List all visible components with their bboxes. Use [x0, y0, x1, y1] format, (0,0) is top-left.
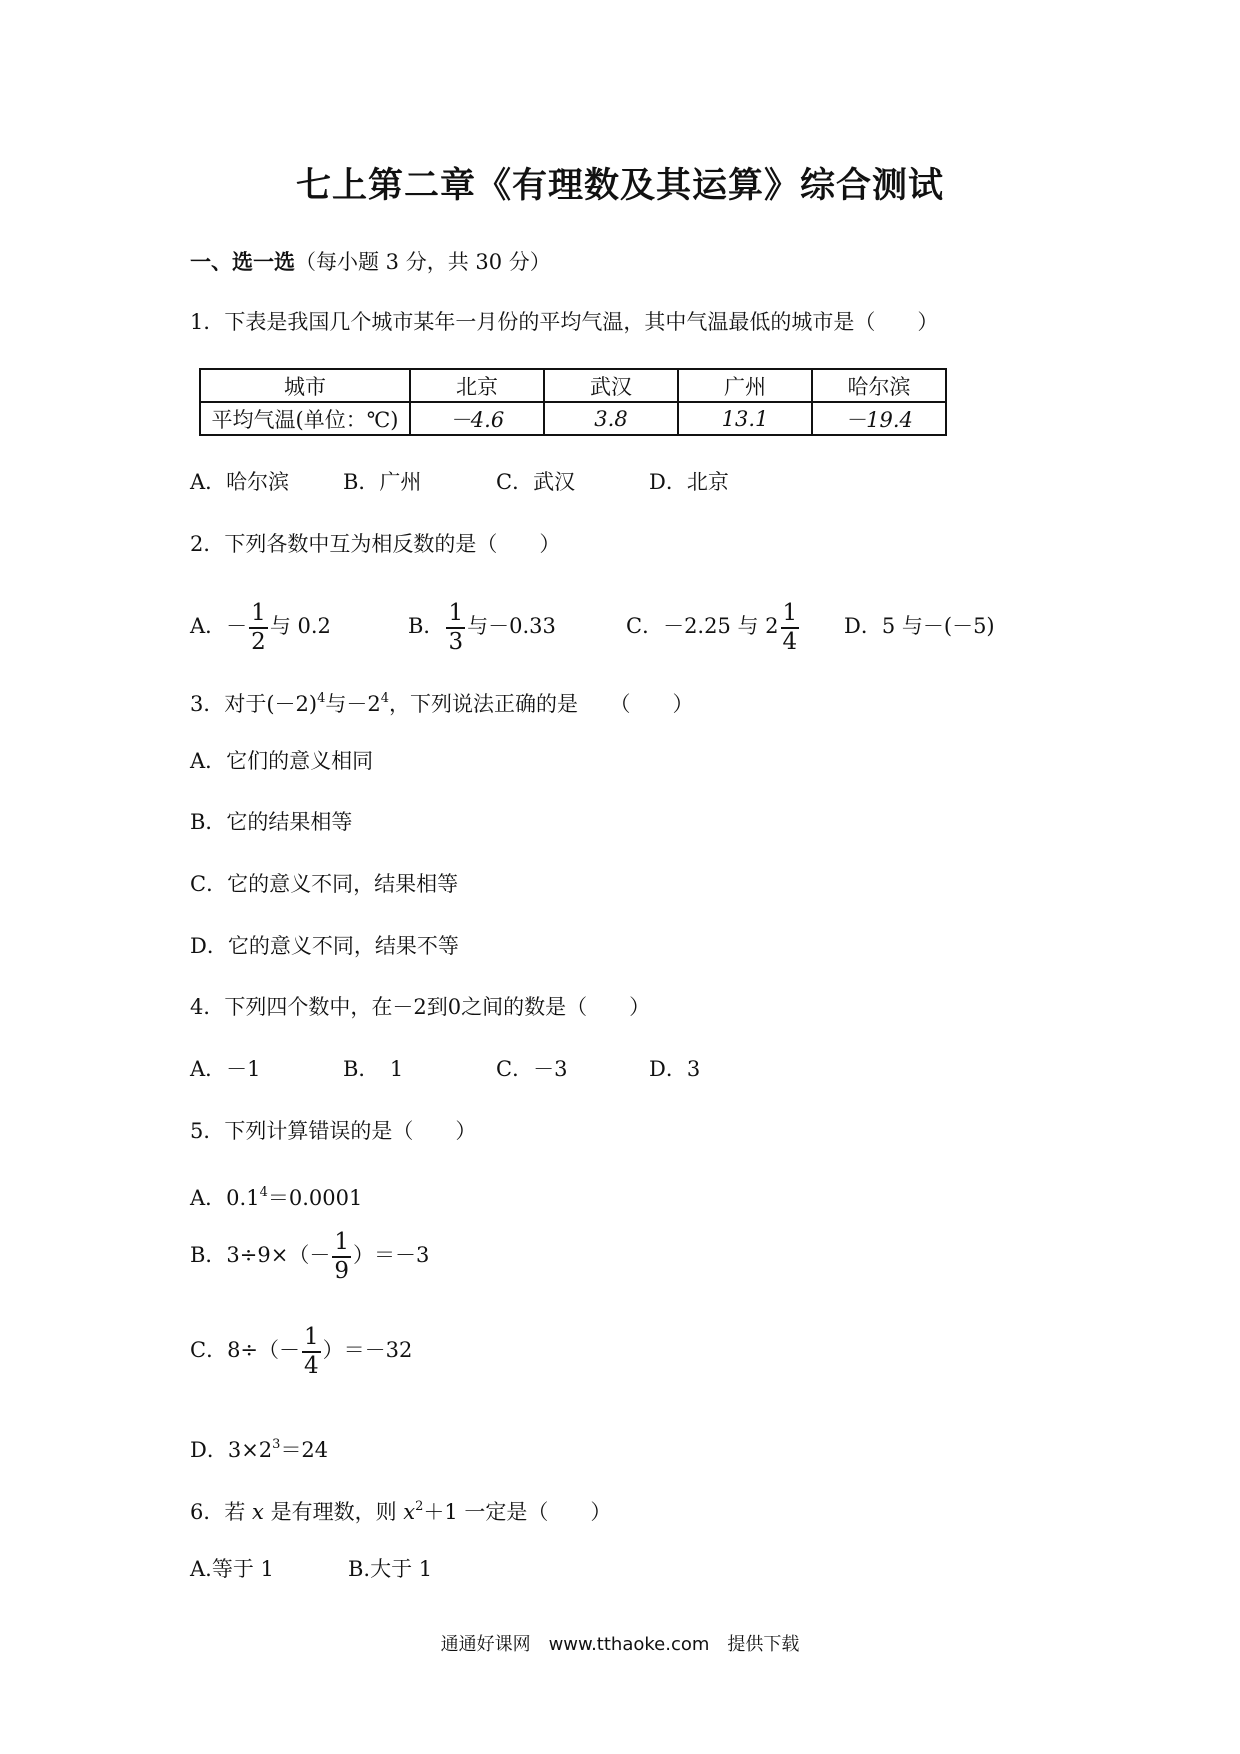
option-b: B．它的结果相等 — [190, 810, 353, 834]
option-d: D．北京 — [649, 470, 729, 494]
exponent: 4 — [259, 1185, 268, 1200]
option-b: B.大于 1 — [348, 1557, 433, 1581]
q6-options — [190, 1555, 432, 1583]
table-cell: 3.8 — [544, 402, 678, 435]
numerator: 1 — [446, 600, 465, 629]
option-text: ＝24 — [280, 1438, 329, 1462]
stem-text: ，下列说法正确的是 （ ） — [389, 692, 694, 716]
stem-text: 是有理数，则 — [263, 1500, 404, 1524]
option-text: ）＝－32 — [322, 1338, 413, 1362]
stem-text: 与－2 — [325, 692, 381, 716]
option-text: B．3÷9×（－ — [190, 1243, 331, 1267]
option-c — [190, 1320, 412, 1380]
q2-options — [190, 596, 995, 656]
table-row — [200, 402, 946, 435]
q3-stem — [190, 685, 694, 718]
fraction — [249, 600, 268, 656]
numerator: 1 — [781, 600, 800, 629]
option-b: B． 1 — [343, 1057, 404, 1081]
option-text: 与－0.33 — [467, 614, 556, 638]
section-heading — [190, 248, 551, 276]
stem-text: ＋1 一定是（ ） — [423, 1500, 612, 1524]
section-note: （每小题 3 分，共 30 分） — [295, 250, 551, 274]
page-title: 七上第二章《有理数及其运算》综合测试 — [295, 166, 944, 206]
denominator: 9 — [334, 1257, 349, 1284]
table-header-row — [200, 369, 946, 402]
denominator: 2 — [251, 628, 266, 655]
exponent: 2 — [415, 1499, 424, 1514]
q5-stem: 5．下列计算错误的是（ ） — [190, 1119, 477, 1143]
option-c — [626, 596, 844, 656]
q6-stem — [190, 1493, 611, 1526]
temperature-table — [199, 368, 947, 436]
option-d: D．3 — [649, 1057, 701, 1081]
option-text: A．0.1 — [190, 1186, 260, 1210]
exponent: 3 — [272, 1437, 281, 1452]
option-a — [190, 1179, 362, 1212]
table-cell: －4.6 — [410, 402, 544, 435]
q1-options — [190, 468, 729, 496]
option-text: 与 0.2 — [269, 614, 331, 638]
numerator: 1 — [302, 1324, 321, 1353]
variable: x — [403, 1500, 416, 1524]
q2-stem: 2．下列各数中互为相反数的是（ ） — [190, 532, 561, 556]
stem-text: 3．对于(－2) — [190, 692, 318, 716]
fraction — [302, 1324, 321, 1380]
footer-credit: 通通好课网 www.tthaoke.com 提供下载 — [440, 1634, 800, 1655]
table-cell: 广州 — [678, 369, 812, 402]
option-a: A．－1 — [190, 1057, 261, 1081]
option-d: D．它的意义不同，结果不等 — [190, 934, 459, 958]
exponent: 4 — [380, 691, 390, 706]
option-text: ）＝－3 — [353, 1243, 430, 1267]
table-cell: 平均气温(单位：℃) — [200, 402, 410, 435]
fraction — [781, 600, 800, 656]
option-a: A．它们的意义相同 — [190, 749, 374, 773]
option-a — [190, 596, 408, 656]
table-cell: 武汉 — [544, 369, 678, 402]
option-c: C．－3 — [496, 1057, 568, 1081]
variable: x — [252, 1500, 264, 1524]
option-d — [190, 1431, 328, 1464]
denominator: 3 — [448, 628, 464, 655]
q1-stem: 1．下表是我国几个城市某年一月份的平均气温，其中气温最低的城市是（ ） — [190, 310, 939, 334]
option-text: C．8÷（－ — [190, 1338, 301, 1362]
q4-options — [190, 1055, 700, 1083]
option-text: B． — [408, 614, 445, 638]
option-b: B．广州 — [343, 470, 422, 494]
section-label: 一、选一选 — [190, 250, 295, 274]
option-a: A．哈尔滨 — [190, 470, 290, 494]
option-c: C．武汉 — [496, 470, 576, 494]
option-text: ＝0.0001 — [267, 1186, 363, 1210]
option-b — [408, 596, 626, 656]
numerator: 1 — [249, 600, 268, 629]
table-cell: 13.1 — [678, 402, 812, 435]
table-cell: －19.4 — [812, 402, 946, 435]
fraction — [332, 1229, 351, 1285]
denominator: 4 — [304, 1352, 319, 1379]
q4-stem: 4．下列四个数中，在－2到0之间的数是（ ） — [190, 995, 651, 1019]
fraction — [446, 600, 465, 656]
exponent: 4 — [317, 691, 326, 706]
option-text: A．－ — [190, 614, 248, 638]
table-cell: 哈尔滨 — [812, 369, 946, 402]
option-text: C．－2.25 与 2 — [626, 614, 779, 638]
option-text: D．3×2 — [190, 1438, 273, 1462]
denominator: 4 — [782, 628, 798, 655]
table-cell: 北京 — [410, 369, 544, 402]
option-d: D．5 与－(－5) — [844, 614, 995, 638]
option-c: C．它的意义不同，结果相等 — [190, 872, 459, 896]
numerator: 1 — [332, 1229, 351, 1258]
option-a: A.等于 1 — [190, 1557, 274, 1581]
stem-text: 6．若 — [190, 1500, 253, 1524]
option-b — [190, 1225, 429, 1285]
table-cell: 城市 — [200, 369, 410, 402]
